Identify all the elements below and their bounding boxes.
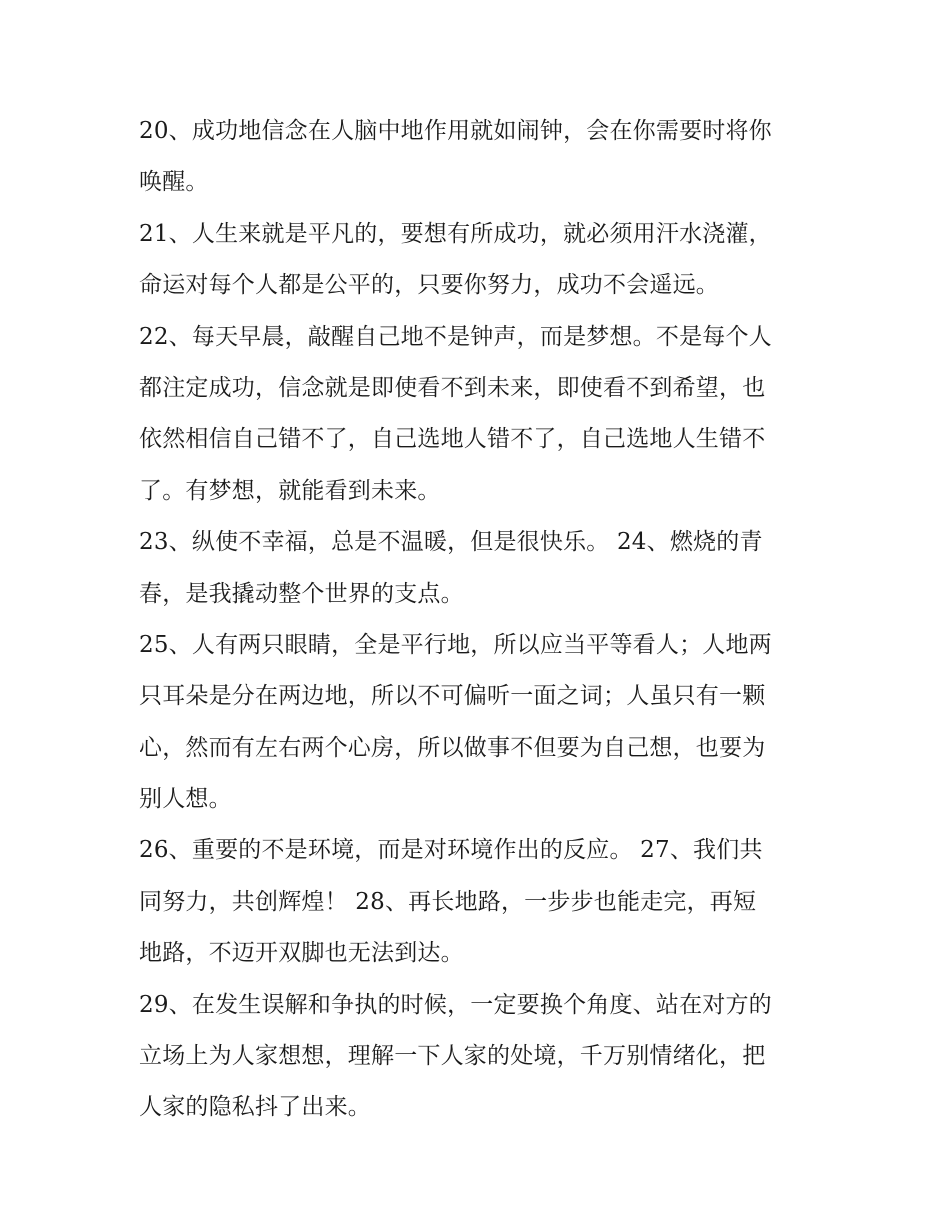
- text-line: 20、成功地信念在人脑中地作用就如闹钟，会在你需要时将你: [139, 118, 772, 144]
- text-line: 人家的隐私抖了出来。: [139, 1094, 371, 1121]
- text-line: 心，然而有左右两个心房，所以做事不但要为自己想，也要为: [139, 734, 766, 761]
- text-line: 地路，不迈开双脚也无法到达。: [139, 940, 464, 967]
- text-line: 依然相信自己错不了，自己选地人错不了，自己选地人生错不: [139, 426, 766, 453]
- text-line: 25、人有两只眼睛，全是平行地，所以应当平等看人；人地两: [139, 631, 772, 658]
- text-line: 29、在发生误解和争执的时候，一定要换个角度、站在对方的: [139, 991, 772, 1018]
- text-line: 命运对每个人都是公平的，只要你努力，成功不会遥远。: [139, 272, 719, 299]
- text-line: 春，是我撬动整个世界的支点。: [139, 580, 464, 607]
- text-line: 只耳朵是分在两边地，所以不可偏听一面之词；人虽只有一颗: [139, 683, 766, 710]
- text-line: 26、重要的不是环境，而是对环境作出的反应。 27、我们共: [139, 837, 763, 864]
- text-line: 同努力，共创辉煌！ 28、再长地路，一步步也能走完，再短: [139, 888, 757, 915]
- text-line: 立场上为人家想想，理解一下人家的处境，千万别情绪化，把: [139, 1043, 766, 1070]
- text-line: 22、每天早晨，敲醒自己地不是钟声，而是梦想。不是每个人: [139, 323, 772, 350]
- text-line: 23、纵使不幸福，总是不温暖，但是很快乐。 24、燃烧的青: [139, 529, 763, 556]
- text-line: 都注定成功，信念就是即使看不到未来，即使看不到希望，也: [139, 374, 766, 401]
- document-body: [139, 106, 819, 1134]
- text-line: 21、人生来就是平凡的，要想有所成功，就必须用汗水浇灌，: [139, 220, 772, 247]
- text-line: 别人想。: [139, 786, 232, 813]
- text-line: 了。有梦想，就能看到未来。: [139, 477, 441, 504]
- text-line: 唤醒。: [139, 169, 209, 196]
